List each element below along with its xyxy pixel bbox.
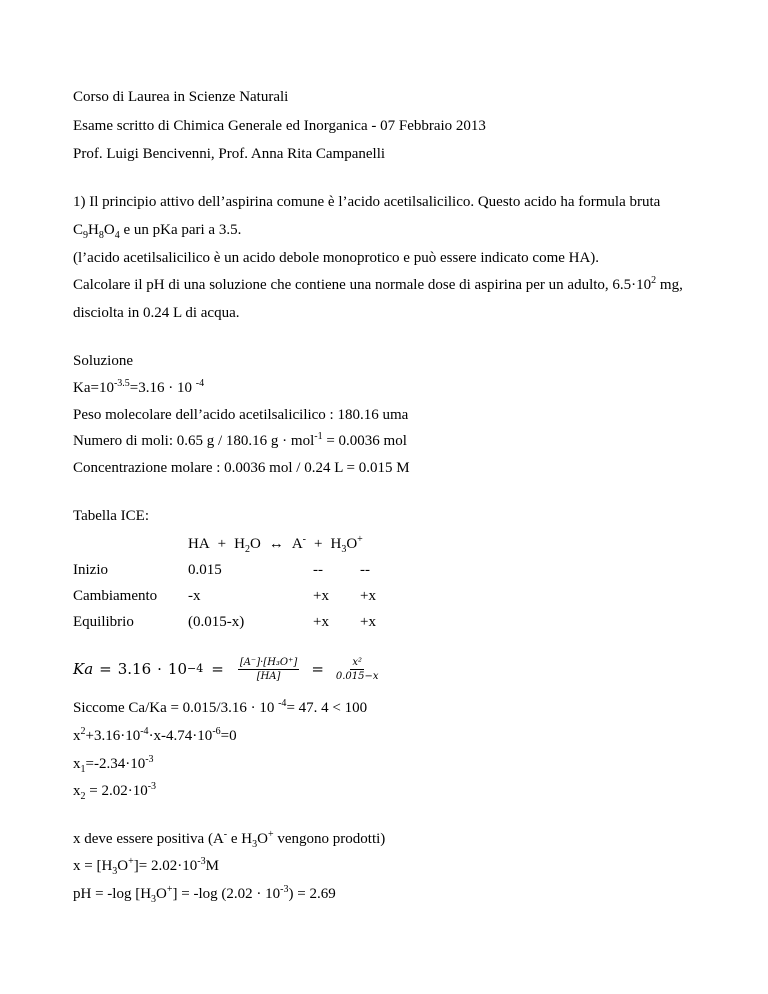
exam-title: Esame scritto di Chimica Generale ed Inorganica - 07 Febbraio 2013 — [73, 118, 486, 134]
ice-row-label: Equilibrio — [73, 614, 134, 630]
solution-title: Soluzione — [73, 353, 133, 369]
positivity-note: x deve essere positiva (A- e $H_3O^+$ vengono prodotti) — [73, 829, 386, 850]
problem-line-3: (l’acido acetilsalicilico è un acido debole monoprotico e può essere indicato come HA). — [73, 250, 600, 266]
moles: Numero di moli: 0.65 g / 180.16 g · mol$^{-1}$ = 0.0036 mol — [73, 431, 407, 449]
root-x1: $x_1=-2.34\cdot 10^{-3}$ — [73, 754, 154, 775]
problem-line-1: 1) Il principio attivo dell’aspirina comune è l’acido acetilsalicilico. Questo acido ha formula bruta — [73, 194, 661, 210]
problem-line-4: Calcolare il pH di una soluzione che contiene una normale dose di aspirina per un adulto, $6.5\cdot 10^2$ mg, — [73, 275, 683, 293]
molecular-weight: Peso molecolare dell’acido acetilsalicilico : 180.16 uma — [73, 407, 409, 423]
ka-value: $Ka=10^{-3.5}=3.16 \cdot 10$ $^{-4}$ — [73, 378, 205, 396]
root-x2: $x_2 = 2.02\cdot 10^{-3}$ — [73, 781, 157, 802]
ice-cell-h3o: +x — [360, 588, 376, 604]
ice-cell-ha: (0.015-x) — [188, 614, 245, 630]
ice-cell-h3o: -- — [360, 562, 370, 578]
molar-concentration: Concentrazione molare : 0.0036 mol / 0.24 L = 0.015 M — [73, 460, 410, 476]
quadratic-equation: $x^2+3.16\cdot 10^{-4}\cdot x-4.74\cdot 10^{-6}=0$ — [73, 726, 237, 744]
h3o-concentration: $x = [H_3O^+]= 2.02\cdot 10^{-3}M$ — [73, 856, 219, 877]
ice-cell-a: -- — [313, 562, 323, 578]
ph-result: pH = -log $[H_3O^+] = -\log$ $(2.02 \cdot 10^{-3}) = 2.69$ — [73, 884, 336, 905]
ice-cell-ha: -x — [188, 588, 201, 604]
ratio-check: Siccome Ca/Ka = 0.015/3.16 · 10 $^{-4}$= 47. 4 < 100 — [73, 698, 368, 716]
x-fraction: $\frac{\text{x²}}{0.015-x}$ — [335, 656, 379, 682]
ice-cell-a: +x — [313, 614, 329, 630]
problem-line-2: $C_9H_8O_4$ e un pKa pari a 3.5. — [73, 222, 242, 241]
ka-equation: Ka = 3.16 · 10 −4 = $\frac{\text{[A⁻]·[H₃O⁺]}}{[HA]}$ = $\frac{\text{x²}}{0.015-x}$ — [73, 656, 379, 682]
ice-title: Tabella ICE: — [73, 508, 150, 524]
ice-cell-a: +x — [313, 588, 329, 604]
course-title: Corso di Laurea in Scienze Naturali — [73, 89, 289, 105]
ka-fraction: $\frac{\text{[A⁻]·[H₃O⁺]}}{[HA]}$ — [239, 656, 298, 682]
ice-cell-ha: 0.015 — [188, 562, 222, 578]
ice-row-label: Inizio — [73, 562, 108, 578]
problem-line-5: disciolta in 0.24 L di acqua. — [73, 305, 240, 321]
ice-equation: HA + $H_2O$ ↔ $A^- + H_3O^+$ — [188, 534, 363, 555]
ice-row-label: Cambiamento — [73, 588, 158, 604]
ice-cell-h3o: +x — [360, 614, 376, 630]
professors: Prof. Luigi Bencivenni, Prof. Anna Rita Campanelli — [73, 146, 386, 162]
